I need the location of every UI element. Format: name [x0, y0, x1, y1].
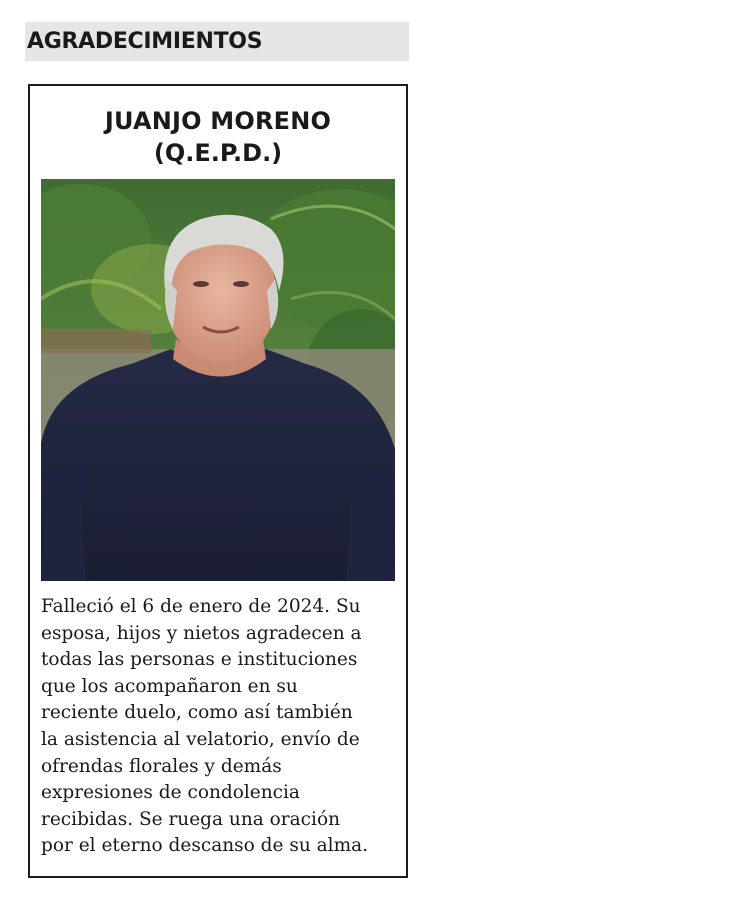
deceased-name: JUANJO MORENO: [104, 107, 332, 135]
message-line: ofrendas florales y demás: [41, 755, 282, 777]
message-line: por el eterno descanso de su alma.: [41, 835, 369, 857]
notice-message: [41, 594, 397, 860]
section-title: AGRADECIMIENTOS: [27, 29, 263, 54]
qepd-subtitle: (Q.E.P.D.): [153, 139, 283, 167]
message-line: recibidas. Se ruega una oración: [41, 808, 340, 830]
message-line: que los acompañaron en su: [41, 675, 298, 697]
obituary-notice: [28, 84, 408, 878]
message-line: todas las personas e instituciones: [41, 649, 358, 671]
message-line: reciente duelo, como así también: [41, 702, 353, 724]
message-line: esposa, hijos y nietos agradecen a: [41, 622, 362, 644]
portrait-photo: [41, 179, 395, 581]
message-line: expresiones de condolencia: [41, 782, 300, 804]
message-line: Falleció el 6 de enero de 2024. Su: [41, 596, 361, 617]
message-line: la asistencia al velatorio, envío de: [41, 728, 360, 750]
section-header: [25, 22, 409, 61]
